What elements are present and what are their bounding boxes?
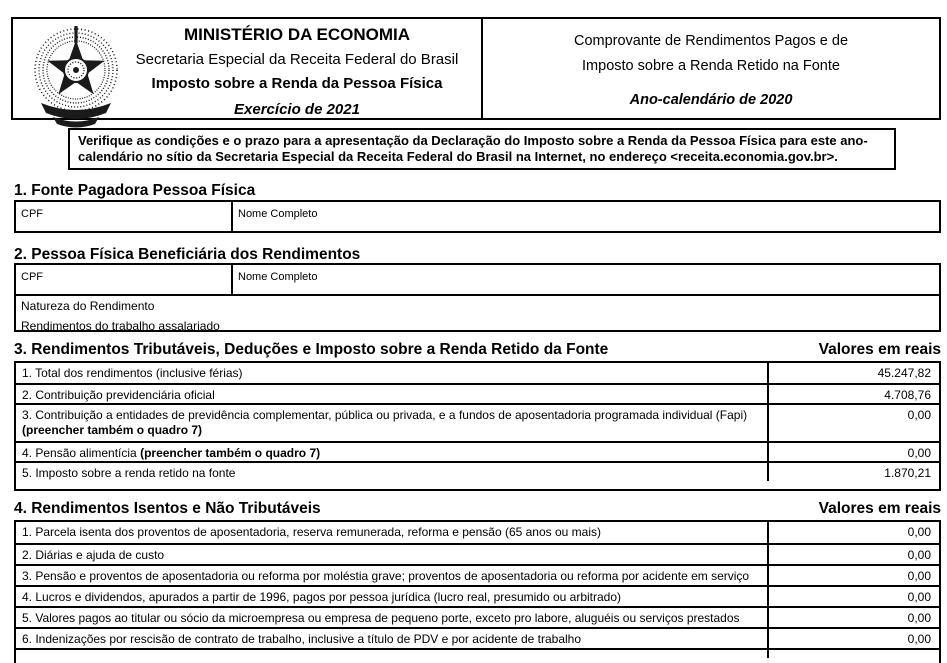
section3-table [14, 361, 941, 491]
table-row [16, 383, 939, 403]
section2-table [14, 263, 941, 332]
cpf-label: CPF [21, 208, 43, 220]
row-value: 45.247,82 [767, 363, 939, 383]
section1-table [14, 200, 941, 233]
calendar-year: Ano-calendário de 2020 [629, 92, 793, 108]
table-row [16, 522, 939, 543]
section3-values-header: Valores em reais [818, 341, 941, 358]
row-value: 0,00 [767, 443, 939, 461]
row-value: 1.870,21 [767, 463, 939, 481]
table-row [16, 403, 939, 441]
section2-title: 2. Pessoa Física Beneficiária dos Rendimentos [14, 246, 361, 263]
row-label: 4. Lucros e dividendos, apurados a partir de 1996, pagos por pessoa jurídica (lucro real, presumido ou arbitrado) [22, 590, 622, 604]
row-value: 0,00 [767, 587, 939, 606]
row-value: 0,00 [767, 545, 939, 564]
row-label: 4. Pensão alimentícia (preencher também o quadro 7) [22, 446, 321, 460]
document-header [11, 17, 941, 120]
section4-values-header: Valores em reais [818, 500, 941, 517]
full-name-field [233, 265, 939, 294]
row-value: 0,00 [767, 566, 939, 585]
income-nature-value: Rendimentos do trabalho assalariado [21, 319, 220, 333]
cpf-field [16, 202, 233, 231]
section1-title: 1. Fonte Pagadora Pessoa Física [14, 182, 256, 199]
row-label: 1. Total dos rendimentos (inclusive férias) [22, 366, 243, 380]
income-nature-label: Natureza do Rendimento [21, 299, 155, 313]
header-left-panel [13, 19, 483, 118]
section4-heading [14, 500, 941, 518]
row-value: 0,00 [767, 405, 939, 441]
tax-title: Imposto sobre a Renda da Pessoa Física [151, 75, 443, 92]
exercise-year: Exercício de 2021 [234, 101, 360, 118]
table-row [16, 461, 939, 481]
table-row [16, 564, 939, 585]
row-label: 3. Contribuição a entidades de previdência complementar, pública ou privada, e a fundos de aposentadoria programada individual (Fapi) (preencher também o quadro 7) [22, 408, 748, 437]
row-value: 0,00 [767, 522, 939, 543]
header-left-text [117, 25, 477, 118]
secretariat-subtitle: Secretaria Especial da Receita Federal do Brasil [135, 51, 459, 68]
row-label [16, 650, 767, 658]
cpf-field [16, 265, 233, 294]
table-row [16, 543, 939, 564]
section4-table [14, 520, 941, 663]
section4-title: 4. Rendimentos Isentos e Não Tributáveis [14, 500, 321, 517]
row-value: 0,00 [767, 608, 939, 627]
full-name-field [233, 202, 939, 231]
table-row-clipped [16, 648, 939, 658]
row-label: 5. Valores pagos ao titular ou sócio da microempresa ou empresa de pequeno porte, exceto pro labore, aluguéis ou serviços prestados [22, 611, 740, 625]
table-row [16, 627, 939, 648]
full-name-label: Nome Completo [238, 271, 318, 283]
row-value: 0,00 [767, 629, 939, 648]
row-label: 1. Parcela isenta dos proventos de aposentadoria, reserva remunerada, reforma e pensão (65 anos ou mais) [22, 525, 601, 539]
row-value: 4.708,76 [767, 385, 939, 403]
row-label: 5. Imposto sobre a renda retido na fonte [22, 466, 236, 480]
income-nature-field [16, 296, 939, 336]
row-label: 2. Contribuição previdenciária oficial [22, 388, 215, 402]
table-row [16, 202, 939, 231]
coat-of-arms-icon [33, 25, 119, 133]
ministry-title: MINISTÉRIO DA ECONOMIA [183, 25, 411, 44]
section3-title: 3. Rendimentos Tributáveis, Deduções e Imposto sobre a Renda Retido da Fonte [14, 341, 609, 358]
row-value [767, 650, 939, 658]
row-label: 3. Pensão e proventos de aposentadoria ou reforma por moléstia grave; proventos de aposentadoria ou reforma por acidente em serviço [22, 569, 750, 583]
header-right-panel [483, 19, 939, 118]
table-row [16, 585, 939, 606]
section3-heading [14, 341, 941, 359]
cpf-label: CPF [21, 271, 43, 283]
table-row [16, 441, 939, 461]
row-label: 6. Indenizações por rescisão de contrato de trabalho, inclusive a título de PDV e por acidente de trabalho [22, 632, 582, 646]
table-row [16, 265, 939, 296]
row-label: 2. Diárias e ajuda de custo [22, 548, 165, 562]
table-row [16, 363, 939, 383]
full-name-label: Nome Completo [238, 208, 318, 220]
receipt-title-line2: Imposto sobre a Renda Retido na Fonte [582, 58, 840, 74]
table-row [16, 606, 939, 627]
receipt-title-line1: Comprovante de Rendimentos Pagos e de [573, 33, 849, 49]
brazil-coat-of-arms-logo [33, 25, 119, 133]
notice-box: Verifique as condições e o prazo para a apresentação da Declaração do Imposto sobre a Renda da Pessoa Física para este ano-calendário no sítio da Secretaria Especial da Receita Federal do Brasil na Internet, no endereço <receita.economia.gov.br>. [68, 128, 896, 170]
